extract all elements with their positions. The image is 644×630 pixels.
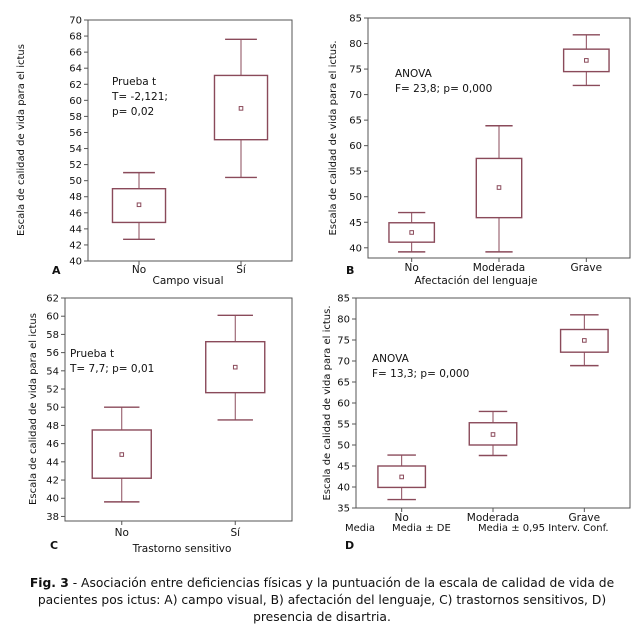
y-axis-title: Escala de calidad de vida para el ictus bbox=[16, 44, 27, 236]
stat-annotation-line: p= 0,02 bbox=[112, 106, 155, 118]
y-tick-label: 42 bbox=[46, 475, 59, 487]
chart-panel-a bbox=[16, 16, 292, 288]
y-tick-label: 42 bbox=[69, 240, 82, 252]
box-no bbox=[92, 407, 151, 502]
panel-letter: C bbox=[50, 539, 59, 552]
y-tick-label: 56 bbox=[46, 348, 59, 360]
y-tick-label: 65 bbox=[337, 377, 350, 389]
panel-letter: D bbox=[345, 539, 355, 552]
y-tick-label: 40 bbox=[69, 256, 82, 268]
box-no bbox=[378, 455, 425, 500]
stat-annotation-line: F= 13,3; p= 0,000 bbox=[372, 368, 470, 380]
box-rect bbox=[214, 75, 267, 139]
legend-entry: Media bbox=[345, 523, 376, 534]
plot-frame bbox=[65, 298, 292, 521]
y-tick-label: 80 bbox=[337, 314, 350, 326]
box-sí bbox=[214, 39, 267, 177]
y-tick-label: 55 bbox=[349, 166, 362, 178]
y-axis-title: Escala de calidad de vida para el ictus. bbox=[328, 40, 339, 236]
box-grave bbox=[564, 35, 609, 86]
y-tick-label: 62 bbox=[46, 293, 59, 305]
stat-annotation-line: F= 23,8; p= 0,000 bbox=[395, 83, 493, 95]
x-tick-label: No bbox=[394, 512, 409, 524]
chart-panel-b bbox=[328, 14, 630, 288]
x-axis-title: Campo visual bbox=[152, 275, 224, 287]
y-tick-label: 35 bbox=[337, 503, 350, 515]
y-tick-label: 54 bbox=[69, 144, 82, 156]
y-tick-label: 38 bbox=[46, 511, 59, 523]
y-tick-label: 44 bbox=[46, 457, 59, 469]
y-tick-label: 52 bbox=[46, 384, 59, 396]
y-tick-label: 50 bbox=[46, 402, 59, 414]
y-tick-label: 70 bbox=[349, 90, 362, 102]
box-rect bbox=[112, 189, 165, 223]
y-tick-label: 60 bbox=[69, 95, 82, 107]
caption-text: - Asociación entre deficiencias físicas y la puntuación de la escala de calidad de vida de pacientes pos ictus: A) campo visual, B) afectación del lenguaje, C) trastornos sensitivos, D) presencia de disartria. bbox=[37, 576, 615, 624]
y-tick-label: 60 bbox=[337, 398, 350, 410]
y-tick-label: 40 bbox=[46, 493, 59, 505]
y-tick-label: 48 bbox=[46, 420, 59, 432]
y-tick-label: 80 bbox=[349, 39, 362, 51]
x-tick-label: Grave bbox=[570, 262, 603, 274]
x-axis-title: Afectación del lenguaje bbox=[414, 275, 538, 287]
stat-annotation-line: T= 7,7; p= 0,01 bbox=[70, 363, 155, 375]
y-tick-label: 40 bbox=[349, 243, 362, 255]
x-tick-label: Sí bbox=[236, 264, 246, 276]
y-tick-label: 44 bbox=[69, 224, 82, 236]
y-tick-label: 56 bbox=[69, 127, 82, 139]
box-moderada bbox=[476, 126, 521, 252]
x-tick-label: Moderada bbox=[472, 262, 526, 274]
box-grave bbox=[561, 315, 608, 366]
stat-annotation-line: ANOVA bbox=[395, 68, 432, 80]
box-rect bbox=[389, 223, 434, 242]
chart-panel-c bbox=[28, 294, 292, 556]
y-tick-label: 50 bbox=[349, 192, 362, 204]
plot-frame bbox=[88, 20, 292, 261]
y-tick-label: 66 bbox=[69, 47, 82, 59]
legend-entry: Media ± DE bbox=[392, 523, 451, 534]
stat-annotation-line: Prueba t bbox=[112, 76, 157, 88]
box-rect bbox=[206, 342, 265, 393]
x-tick-label: No bbox=[114, 527, 129, 539]
y-tick-label: 50 bbox=[337, 440, 350, 452]
y-tick-label: 68 bbox=[69, 31, 82, 43]
y-tick-label: 85 bbox=[349, 13, 362, 25]
y-tick-label: 64 bbox=[69, 63, 82, 75]
y-tick-label: 45 bbox=[349, 217, 362, 229]
stat-annotation-line: Prueba t bbox=[70, 348, 115, 360]
y-tick-label: 46 bbox=[46, 439, 59, 451]
panel-letter: B bbox=[346, 264, 355, 277]
box-rect bbox=[469, 423, 516, 445]
y-axis-title: Escala de calidad de vida para el ictus bbox=[28, 313, 39, 505]
y-tick-label: 54 bbox=[46, 366, 59, 378]
stat-annotation-line: ANOVA bbox=[372, 353, 409, 365]
x-axis-title: Trastorno sensitivo bbox=[132, 543, 232, 555]
y-tick-label: 45 bbox=[337, 461, 350, 473]
y-tick-label: 75 bbox=[349, 64, 362, 76]
box-rect bbox=[476, 158, 521, 217]
y-tick-label: 62 bbox=[69, 79, 82, 91]
caption-label: Fig. 3 bbox=[29, 576, 69, 590]
y-tick-label: 58 bbox=[46, 329, 59, 341]
x-tick-label: Grave bbox=[568, 512, 601, 524]
figure-caption bbox=[8, 575, 636, 626]
y-tick-label: 70 bbox=[337, 356, 350, 368]
y-tick-label: 40 bbox=[337, 482, 350, 494]
y-tick-label: 85 bbox=[337, 293, 350, 305]
x-tick-label: Moderada bbox=[466, 512, 520, 524]
y-tick-label: 65 bbox=[349, 115, 362, 127]
box-moderada bbox=[469, 411, 516, 455]
y-tick-label: 60 bbox=[46, 311, 59, 323]
legend-entry: Media ± 0,95 Interv. Conf. bbox=[478, 523, 609, 534]
y-axis-title: Escala de calidad de vida para el ictus. bbox=[322, 305, 333, 501]
y-tick-label: 70 bbox=[69, 15, 82, 27]
box-no bbox=[112, 173, 165, 240]
y-tick-label: 75 bbox=[337, 335, 350, 347]
y-tick-label: 50 bbox=[69, 176, 82, 188]
y-tick-label: 60 bbox=[349, 141, 362, 153]
y-tick-label: 48 bbox=[69, 192, 82, 204]
y-tick-label: 55 bbox=[337, 419, 350, 431]
x-tick-label: No bbox=[131, 264, 147, 276]
x-tick-label: Sí bbox=[230, 527, 241, 539]
x-tick-label: No bbox=[404, 262, 419, 274]
box-rect bbox=[92, 430, 151, 478]
box-rect bbox=[561, 330, 608, 353]
y-tick-label: 58 bbox=[69, 111, 82, 123]
y-tick-label: 46 bbox=[69, 208, 82, 220]
panel-letter: A bbox=[52, 264, 61, 277]
box-rect bbox=[564, 49, 609, 71]
box-no bbox=[389, 213, 434, 252]
y-tick-label: 52 bbox=[69, 160, 82, 172]
chart-panel-d bbox=[322, 294, 630, 553]
box-sí bbox=[206, 315, 265, 420]
stat-annotation-line: T= -2,121; bbox=[112, 91, 168, 103]
box-rect bbox=[378, 466, 425, 487]
